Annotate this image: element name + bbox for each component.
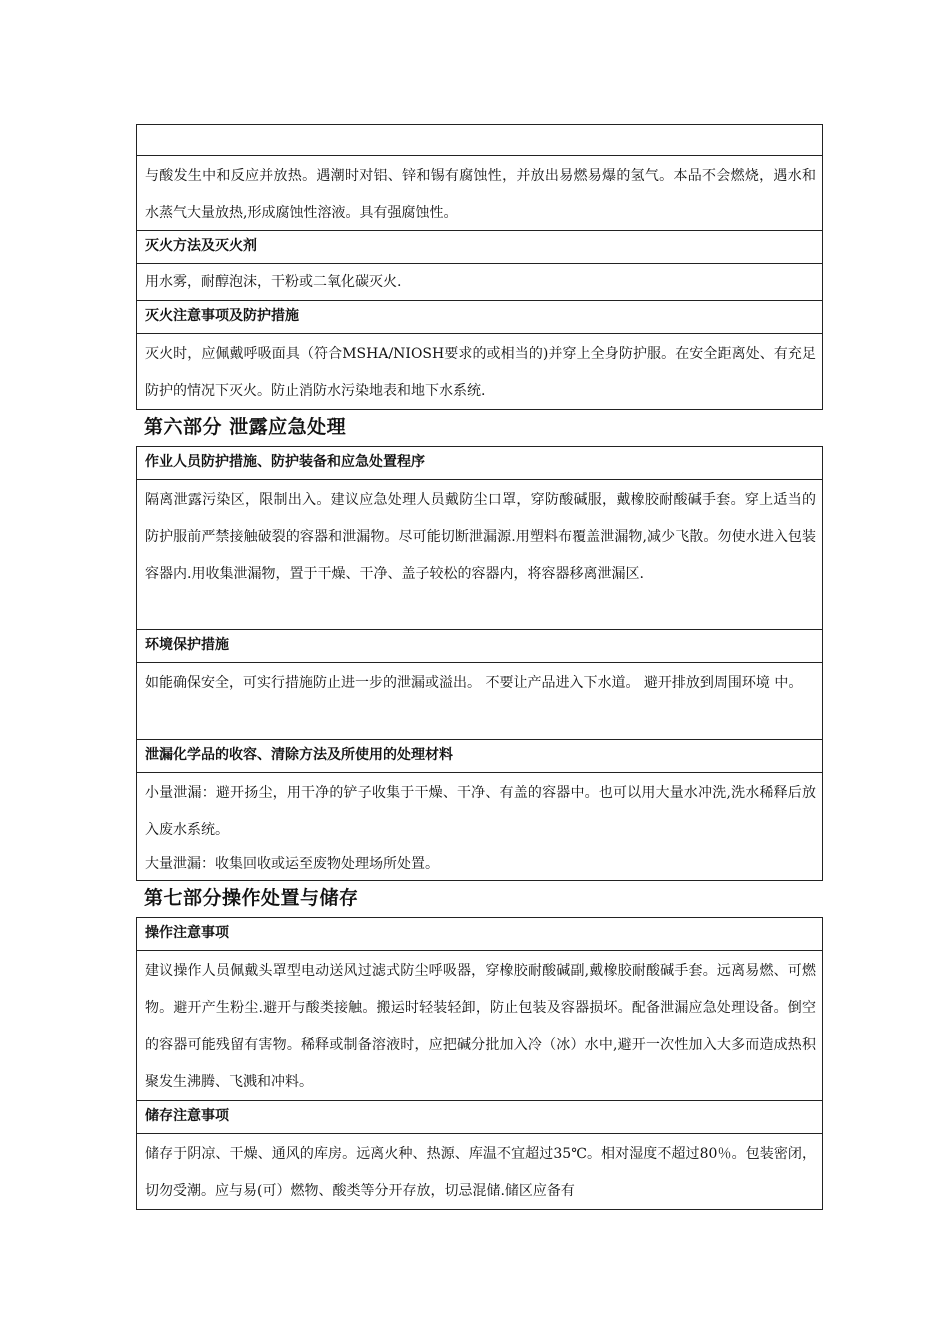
handling-text: 建议操作人员佩戴头罩型电动送风过滤式防尘呼吸器，穿橡胶耐酸碱副,戴橡胶耐酸碱手套。远离易燃、可燃物。避开产生粉尘.避开与酸类接触。搬运时轻装轻卸，防止包装及容器损坏。配备泄漏应急处理设备。倒空的容器可能残留有害物。稀释或制备溶液时，应把碱分批加入冷（冰）水中,避开一次性加入大多而造成热积聚发生沸腾、飞溅和冲料。 — [137, 951, 822, 1101]
firefighting-precautions-heading: 灭火注意事项及防护措施 — [137, 301, 822, 334]
spill-table — [136, 446, 823, 881]
fire-fighting-table — [136, 124, 823, 410]
section6-title: 第六部分 泄露应急处理 — [144, 416, 347, 438]
firefighting-precautions-text: 灭火时，应佩戴呼吸面具（符合MSHA/NIOSH要求的或相当的)并穿上全身防护服。在安全距离处、有充足防护的情况下灭火。防止消防水污染地表和地下水系统. — [137, 334, 822, 410]
small-spill-text: 小量泄漏：避开扬尘，用干净的铲子收集于干燥、干净、有盖的容器中。也可以用大量水冲洗,洗水稀释后放入废水系统。 — [145, 785, 816, 838]
empty-row — [137, 125, 822, 156]
large-spill-text: 大量泄漏：收集回收或运至废物处理场所处置。 — [145, 856, 439, 872]
reactivity-text: 与酸发生中和反应并放热。遇潮时对铝、锌和锡有腐蚀性，并放出易燃易爆的氢气。本品不会燃烧，遇水和水蒸气大量放热,形成腐蚀性溶液。具有强腐蚀性。 — [137, 156, 822, 231]
personal-precautions-text: 隔离泄露污染区，限制出入。建议应急处理人员戴防尘口罩，穿防酸碱服，戴橡胶耐酸碱手套。穿上适当的防护服前严禁接触破裂的容器和泄漏物。尽可能切断泄漏源.用塑料布覆盖泄漏物,减少飞散。勿使水进入包装容器内.用收集泄漏物，置于干燥、干净、盖子较松的容器内，将容器移离泄漏区. — [137, 480, 822, 630]
containment-heading: 泄漏化学品的收容、清除方法及所使用的处理材料 — [137, 740, 822, 773]
personal-precautions-heading: 作业人员防护措施、防护装备和应急处置程序 — [137, 447, 822, 480]
environmental-precautions-heading: 环境保护措施 — [137, 630, 822, 663]
handling-storage-table — [136, 917, 823, 1210]
document-page — [136, 124, 823, 1210]
environmental-precautions-text: 如能确保安全，可实行措施防止进一步的泄漏或溢出。 不要让产品进入下水道。 避开排放到周围环境 中。 — [137, 663, 822, 740]
containment-text — [137, 773, 822, 881]
extinguishing-media-text: 用水雾，耐醇泡沫，干粉或二氧化碳灭火. — [137, 264, 822, 301]
storage-heading: 储存注意事项 — [137, 1101, 822, 1134]
extinguishing-media-heading: 灭火方法及灭火剂 — [137, 231, 822, 264]
handling-heading: 操作注意事项 — [137, 918, 822, 951]
section7-title: 第七部分操作处置与储存 — [144, 887, 359, 909]
storage-text: 储存于阴凉、干燥、通风的库房。远离火种、热源、库温不宜超过35℃。相对湿度不超过80％。包装密闭，切勿受潮。应与易(可）燃物、酸类等分开存放，切忌混储.储区应备有 — [137, 1134, 822, 1210]
